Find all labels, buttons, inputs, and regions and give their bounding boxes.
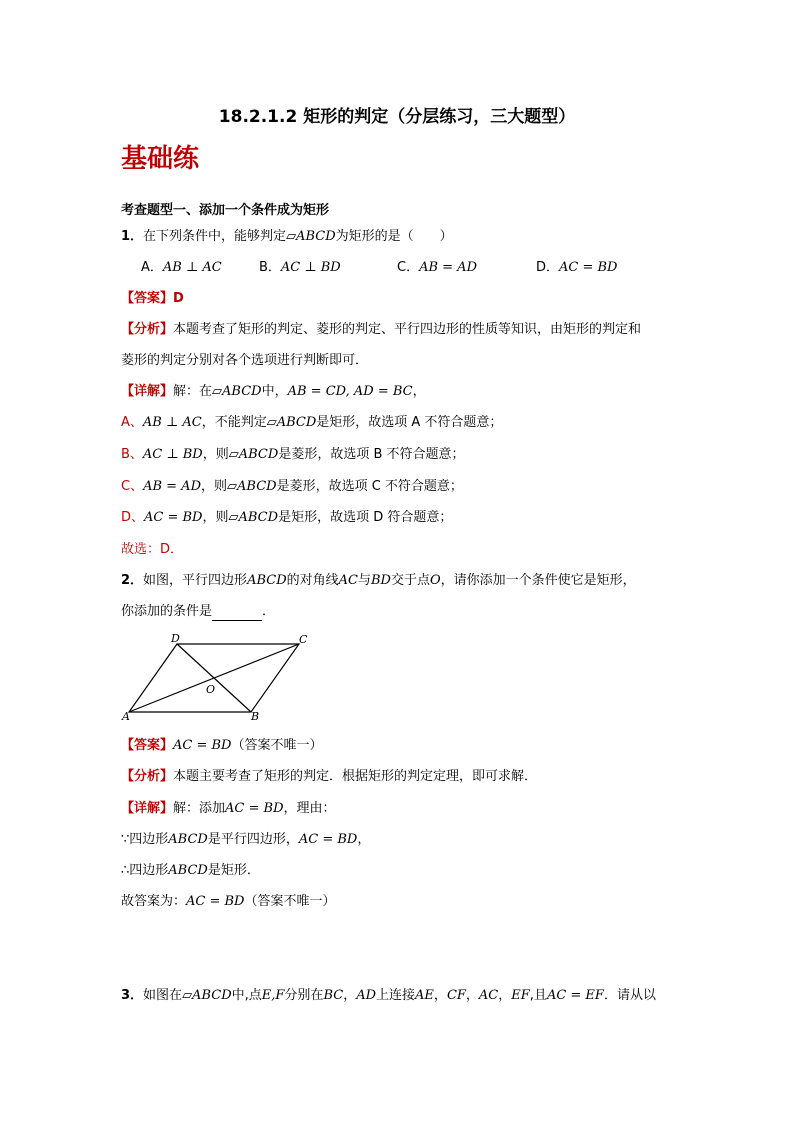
diagonal-bd	[177, 644, 251, 712]
type1-title: 考查题型一、添加一个条件成为矩形	[121, 203, 330, 218]
answer-blank	[212, 606, 262, 621]
q1-option-a: A．AB ⊥ AC	[141, 260, 222, 275]
page-title: 18.2.1.2 矩形的判定（分层练习，三大题型）	[218, 107, 576, 127]
q1-row-b: B、AC ⊥ BD，则▱ABCD是菱形，故选项 B 不符合题意；	[121, 447, 465, 462]
q1-analysis-1: 【分析】本题考查了矩形的判定、菱形的判定、平行四边形的性质等知识，由矩形的判定和	[121, 322, 642, 337]
q2-stem-2: 你添加的条件是 ．	[121, 604, 276, 619]
q1-option-d: D．AC = BD	[536, 260, 618, 275]
q1-stem: 1．在下列条件中，能够判定▱ABCD为矩形的是（ ）	[121, 229, 453, 244]
label-o: O	[206, 683, 216, 696]
q2-therefore: ∴四边形ABCD是矩形．	[121, 863, 260, 878]
q2-final: 故答案为：AC = BD（答案不唯一）	[121, 894, 336, 909]
q2-analysis: 【分析】本题主要考查了矩形的判定．根据矩形的判定定理，即可求解．	[121, 769, 538, 784]
q1-choose: 故选：D．	[121, 542, 184, 557]
q1-row-d: D、AC = BD，则▱ABCD是矩形，故选项 D 符合题意；	[121, 510, 453, 525]
q3-stem: 3．如图在▱ABCD中,点E,F分别在BC，AD上连接AE，CF，AC，EF,且AC = EF．请从以	[121, 988, 656, 1003]
q1-answer: 【答案】D	[121, 291, 184, 306]
q1-analysis-2: 菱形的判定分别对各个选项进行判断即可．	[121, 353, 369, 368]
q1-row-a: A、AB ⊥ AC，不能判定▱ABCD是矩形，故选项 A 不符合题意；	[121, 415, 503, 430]
q1-option-b: B．AC ⊥ BD	[259, 260, 341, 275]
parallelogram-figure	[121, 632, 311, 727]
q1-option-c: C．AB = AD	[397, 260, 477, 275]
q2-because: ∵四边形ABCD是平行四边形，AC = BD，	[121, 832, 371, 847]
q1-detail: 【详解】解：在▱ABCD中，AB = CD, AD = BC，	[121, 384, 426, 399]
label-b: B	[251, 710, 260, 723]
q1-options	[121, 259, 691, 277]
q2-answer: 【答案】AC = BD（答案不唯一）	[121, 738, 323, 753]
section-title: 基础练	[121, 144, 200, 174]
q2-detail: 【详解】解：添加AC = BD，理由：	[121, 801, 336, 816]
label-d: D	[171, 632, 180, 645]
q1-row-c: C、AB = AD，则▱ABCD是菱形，故选项 C 不符合题意；	[121, 479, 463, 494]
q2-stem-1: 2．如图，平行四边形ABCD的对角线AC与BD交于点O，请你添加一个条件使它是矩形，	[121, 573, 636, 588]
label-c: C	[299, 633, 308, 646]
label-a: A	[122, 710, 130, 723]
